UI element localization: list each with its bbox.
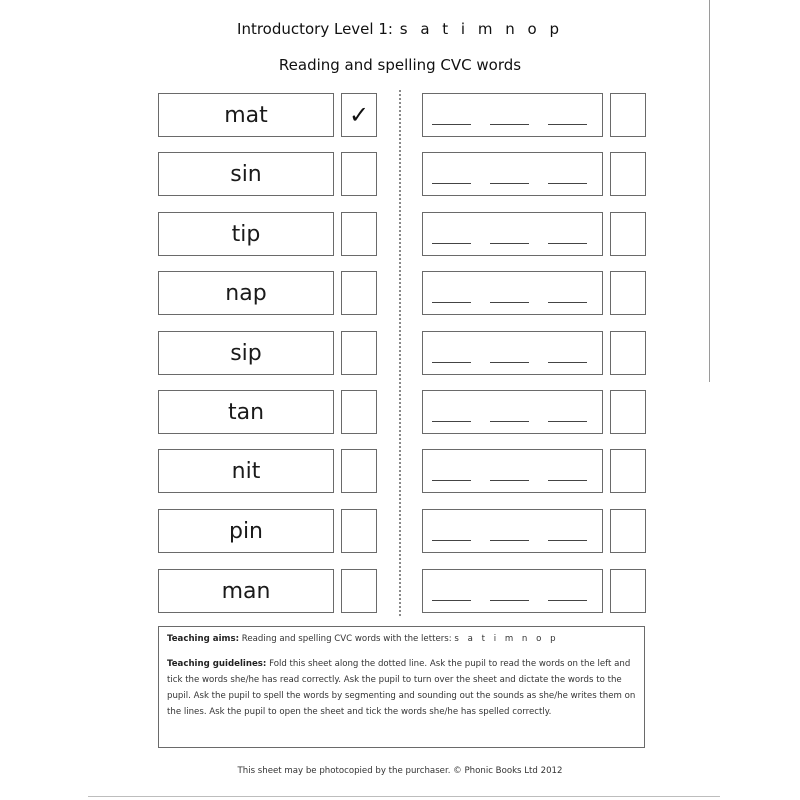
spelling-line xyxy=(490,124,529,125)
reading-word-box: sin xyxy=(158,152,334,196)
reading-tick-box[interactable]: ✓ xyxy=(341,93,377,137)
teaching-guidelines-label: Teaching guidelines: xyxy=(167,659,267,669)
title-letters: s a t i m n o p xyxy=(399,20,563,38)
spelling-line xyxy=(548,600,587,601)
reading-tick-box[interactable] xyxy=(341,509,377,553)
spelling-line xyxy=(490,480,529,481)
copyright-footer: This sheet may be photocopied by the purchaser. © Phonic Books Ltd 2012 xyxy=(237,766,563,776)
spelling-lines-box[interactable] xyxy=(422,569,603,613)
reading-word-box: sip xyxy=(158,331,334,375)
spelling-tick-box[interactable] xyxy=(610,93,646,137)
reading-word-box: mat xyxy=(158,93,334,137)
spelling-line xyxy=(490,540,529,541)
word-row xyxy=(0,331,800,377)
spelling-line xyxy=(432,124,471,125)
teaching-aims-label: Teaching aims: xyxy=(167,634,240,644)
spelling-line xyxy=(490,302,529,303)
word-row xyxy=(0,390,800,436)
word-row xyxy=(0,509,800,555)
reading-word-box: nap xyxy=(158,271,334,315)
spelling-line xyxy=(432,600,471,601)
word-row xyxy=(0,271,800,317)
teaching-aims-text: Reading and spelling CVC words with the letters: xyxy=(241,634,452,644)
spelling-tick-box[interactable] xyxy=(610,509,646,553)
spelling-line xyxy=(548,243,587,244)
teaching-aims-letters: s a t i m n o p xyxy=(454,634,559,644)
spelling-line xyxy=(548,540,587,541)
title-prefix: Introductory Level 1: xyxy=(237,20,393,38)
teaching-notes-box xyxy=(158,626,645,748)
worksheet-subtitle: Reading and spelling CVC words xyxy=(278,56,522,74)
spelling-tick-box[interactable] xyxy=(610,212,646,256)
reading-tick-box[interactable] xyxy=(341,271,377,315)
spelling-line xyxy=(490,600,529,601)
word-row xyxy=(0,569,800,615)
spelling-tick-box[interactable] xyxy=(610,331,646,375)
spelling-line xyxy=(432,540,471,541)
spelling-line xyxy=(490,183,529,184)
word-row xyxy=(0,93,800,139)
spelling-lines-box[interactable] xyxy=(422,390,603,434)
reading-tick-box[interactable] xyxy=(341,152,377,196)
spelling-line xyxy=(432,183,471,184)
spelling-lines-box[interactable] xyxy=(422,509,603,553)
spelling-lines-box[interactable] xyxy=(422,152,603,196)
spelling-lines-box[interactable] xyxy=(422,93,603,137)
spelling-line xyxy=(432,421,471,422)
spelling-line xyxy=(548,480,587,481)
spelling-line xyxy=(548,302,587,303)
reading-word-box: nit xyxy=(158,449,334,493)
teaching-guidelines-text: Fold this sheet along the dotted line. Ask the pupil to read the words on the left and tick the words she/he has read correctly. Ask the pupil to turn over the sheet and dictate the words to the pupil. Ask the pupil to spell the words by segmenting and sounding out the sounds as she/he writes them on the lines. Ask the pupil to open the sheet and tick the words she/he has spelled correctly. xyxy=(167,659,636,717)
spelling-line xyxy=(548,183,587,184)
spelling-line xyxy=(432,362,471,363)
teaching-aims xyxy=(167,631,636,647)
word-row xyxy=(0,152,800,198)
reading-tick-box[interactable] xyxy=(341,569,377,613)
worksheet-title xyxy=(0,20,800,38)
spelling-tick-box[interactable] xyxy=(610,390,646,434)
spelling-tick-box[interactable] xyxy=(610,449,646,493)
spelling-line xyxy=(432,480,471,481)
reading-word-box: pin xyxy=(158,509,334,553)
spelling-line xyxy=(548,421,587,422)
reading-tick-box[interactable] xyxy=(341,212,377,256)
spelling-line xyxy=(490,243,529,244)
word-row xyxy=(0,449,800,495)
spelling-line xyxy=(548,362,587,363)
spelling-lines-box[interactable] xyxy=(422,212,603,256)
spelling-line xyxy=(432,243,471,244)
spelling-tick-box[interactable] xyxy=(610,569,646,613)
spelling-lines-box[interactable] xyxy=(422,271,603,315)
reading-tick-box[interactable] xyxy=(341,449,377,493)
reading-tick-box[interactable] xyxy=(341,331,377,375)
reading-word-box: tan xyxy=(158,390,334,434)
teaching-guidelines xyxy=(167,656,636,720)
reading-word-box: tip xyxy=(158,212,334,256)
spelling-line xyxy=(490,362,529,363)
spelling-line xyxy=(548,124,587,125)
word-row xyxy=(0,212,800,258)
page-bottom-line xyxy=(88,796,720,797)
spelling-tick-box[interactable] xyxy=(610,152,646,196)
spelling-lines-box[interactable] xyxy=(422,449,603,493)
reading-word-box: man xyxy=(158,569,334,613)
reading-tick-box[interactable] xyxy=(341,390,377,434)
spelling-line xyxy=(432,302,471,303)
spelling-lines-box[interactable] xyxy=(422,331,603,375)
spelling-tick-box[interactable] xyxy=(610,271,646,315)
spelling-line xyxy=(490,421,529,422)
